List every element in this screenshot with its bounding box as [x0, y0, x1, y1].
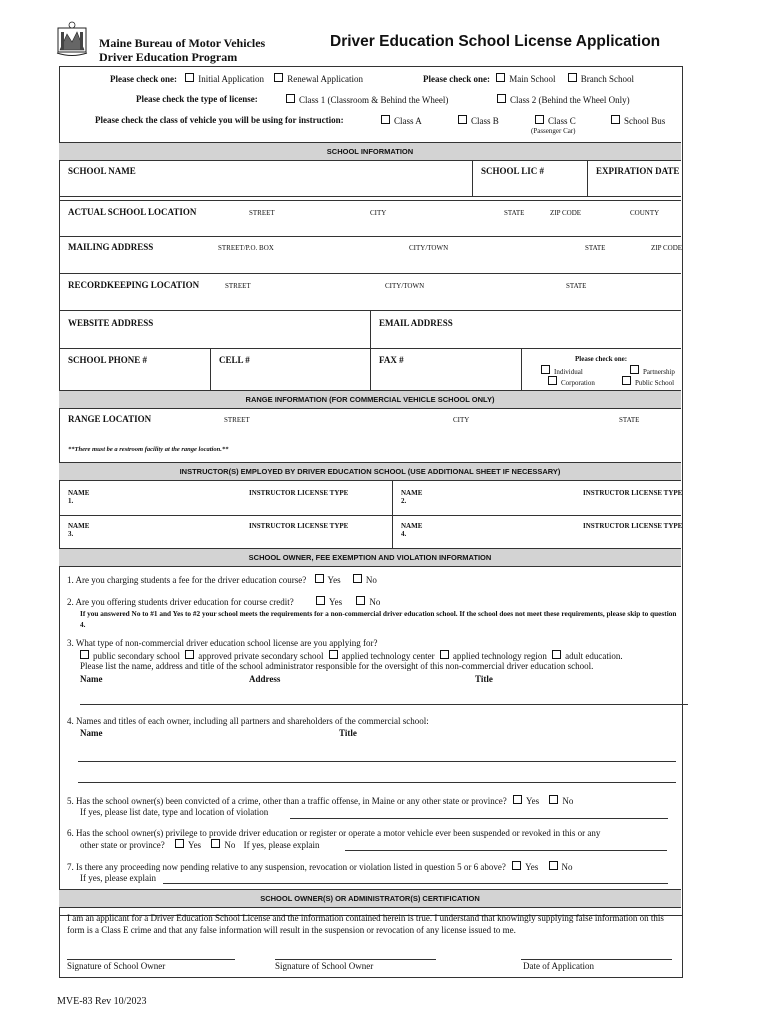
class2-checkbox[interactable]: Class 2 (Behind the Wheel Only)	[497, 94, 630, 105]
cell-field[interactable]: CELL #	[219, 355, 250, 365]
private-secondary-checkbox[interactable]: approved private secondary school	[185, 651, 323, 661]
q3-list-instruction: Please list the name, address and title of the school administrator responsible for the oversight of this non-commercial driver education school.	[80, 661, 594, 671]
entity-type-label: Please check one:	[575, 355, 628, 363]
question-3: 3. What type of non-commercial driver education school license are you applying for?	[67, 638, 378, 648]
signature-owner-2-label: Signature of School Owner	[275, 961, 374, 971]
instructor-2-number: 2.	[401, 497, 407, 505]
actual-city-label: CITY	[370, 209, 387, 217]
branch-school-checkbox[interactable]: Branch School	[568, 74, 634, 84]
actual-street-label: STREET	[249, 209, 275, 217]
school-information-band: SCHOOL INFORMATION	[59, 142, 681, 161]
instructors-band: INSTRUCTOR(S) EMPLOYED BY DRIVER EDUCATION SCHOOL (USE ADDITIONAL SHEET IF NECESSARY)	[59, 462, 681, 481]
mailing-zip-label: ZIP CODE	[651, 244, 683, 252]
range-state-label: STATE	[619, 416, 640, 424]
q1-yes-checkbox[interactable]: Yes	[315, 575, 341, 585]
actual-school-location-field[interactable]: ACTUAL SCHOOL LOCATION	[68, 207, 197, 217]
main-school-checkbox[interactable]: Main School	[496, 74, 555, 84]
range-location-field[interactable]: RANGE LOCATION	[68, 414, 152, 424]
website-address-field[interactable]: WEBSITE ADDRESS	[68, 318, 154, 328]
instructor-3-name-label: NAME	[68, 522, 90, 530]
vehicle-class-label: Please check the class of vehicle you will be using for instruction:	[95, 115, 344, 125]
q6-explain-label: If yes, please explain	[243, 840, 320, 850]
range-street-label: STREET	[224, 416, 250, 424]
adult-education-checkbox[interactable]: adult education.	[552, 651, 622, 661]
school-type-row	[423, 73, 634, 84]
question-4: 4. Names and titles of each owner, including all partners and shareholders of the commercial school:	[67, 716, 429, 726]
actual-county-label: COUNTY	[630, 209, 660, 217]
question-2: 2. Are you offering students driver education for course credit? Yes No	[67, 597, 381, 607]
restroom-note: **There must be a restroom facility at the range location.**	[68, 446, 229, 453]
signature-owner-1-label: Signature of School Owner	[67, 961, 166, 971]
q5-explain-label: If yes, please list date, type and location of violation	[80, 807, 269, 817]
instructor-4-name-label: NAME	[401, 522, 423, 530]
school-name-field[interactable]: SCHOOL NAME	[68, 166, 136, 176]
date-of-application-line[interactable]	[521, 959, 672, 960]
q2-no-checkbox[interactable]: No	[356, 597, 380, 607]
license-type-row	[136, 94, 258, 104]
expiration-date-field[interactable]: EXPIRATION DATE	[596, 166, 680, 176]
question-5: 5. Has the school owner(s) been convicted of a crime, other than a traffic offense, in Maine or any other state or province? Yes No	[67, 796, 574, 806]
actual-state-label: STATE	[504, 209, 525, 217]
q6-no-checkbox[interactable]: No	[211, 840, 235, 850]
q6-explain-line[interactable]	[345, 850, 667, 851]
question-6-line2: other state or province? Yes No If yes, please explain	[80, 840, 320, 850]
signature-owner-1-line[interactable]	[67, 959, 235, 960]
question-7: 7. Is there any proceeding now pending relative to any suspension, revocation or violation listed in question 5 or 6 above? Yes No	[67, 862, 573, 872]
renewal-application-checkbox[interactable]: Renewal Application	[274, 74, 363, 84]
q7-yes-checkbox[interactable]: Yes	[512, 862, 538, 872]
q4-answer-line-1[interactable]	[78, 761, 676, 762]
q3-answer-line[interactable]	[80, 704, 688, 705]
form-id: MVE-83 Rev 10/2023	[57, 996, 147, 1007]
certification-band: SCHOOL OWNER(S) OR ADMINISTRATOR(S) CERTIFICATION	[59, 889, 681, 908]
recordkeeping-street-label: STREET	[225, 282, 251, 290]
q3-title-col: Title	[475, 674, 493, 684]
instructor-3-number: 3.	[68, 530, 74, 538]
initial-application-checkbox[interactable]: Initial Application	[185, 74, 264, 84]
instructor-4-type-label: INSTRUCTOR LICENSE TYPE	[583, 522, 683, 530]
application-type-label: Please check one:	[110, 74, 177, 84]
q3-options	[80, 650, 623, 661]
application-type-row	[110, 73, 363, 84]
instructor-2-type-label: INSTRUCTOR LICENSE TYPE	[583, 489, 683, 497]
q3-name-col: Name	[80, 674, 103, 684]
q3-address-col: Address	[249, 674, 281, 684]
q5-no-checkbox[interactable]: No	[549, 796, 573, 806]
instructor-3-type-label: INSTRUCTOR LICENSE TYPE	[249, 522, 349, 530]
question-6: 6. Has the school owner(s) privilege to provide driver education or register or operate a motor vehicle ever been suspended or revoked in this or any	[67, 828, 601, 838]
individual-checkbox[interactable]: Individual	[541, 365, 583, 376]
owner-band: SCHOOL OWNER, FEE EXEMPTION AND VIOLATION INFORMATION	[59, 548, 681, 567]
q1-no-checkbox[interactable]: No	[353, 575, 377, 585]
fax-field[interactable]: FAX #	[379, 355, 404, 365]
date-of-application-label: Date of Application	[523, 961, 594, 971]
mailing-street-label: STREET/P.O. BOX	[218, 244, 274, 252]
class-c-checkbox[interactable]: Class C	[535, 115, 576, 126]
school-lic-field[interactable]: SCHOOL LIC #	[481, 166, 545, 176]
class-c-note: (Passenger Car)	[531, 127, 576, 135]
instructor-1-number: 1.	[68, 497, 74, 505]
school-type-label: Please check one:	[423, 74, 490, 84]
class1-checkbox[interactable]: Class 1 (Classroom & Behind the Wheel)	[286, 94, 448, 105]
q7-explain-label: If yes, please explain	[80, 873, 156, 883]
q4-answer-line-2[interactable]	[78, 782, 676, 783]
mailing-state-label: STATE	[585, 244, 606, 252]
q5-explain-line[interactable]	[290, 818, 668, 819]
public-school-checkbox[interactable]: Public School	[622, 376, 674, 387]
agency-name: Maine Bureau of Motor Vehicles	[99, 36, 266, 50]
range-information-band: RANGE INFORMATION (FOR COMMERCIAL VEHICLE SCHOOL ONLY)	[59, 390, 681, 409]
program-name: Driver Education Program	[99, 50, 238, 64]
certification-text: I am an applicant for a Driver Education School License and the information contained herein is true. I understand that knowingly supplying false information on this form is a Class E crime and that any false information will result in the suspension or revocation of any license issued to me.	[67, 913, 664, 935]
class-b-checkbox[interactable]: Class B	[458, 115, 499, 126]
mailing-city-label: CITY/TOWN	[409, 244, 449, 252]
q7-explain-line[interactable]	[163, 883, 668, 884]
recordkeeping-city-label: CITY/TOWN	[385, 282, 425, 290]
q4-title-col: Title	[339, 728, 357, 738]
school-phone-field[interactable]: SCHOOL PHONE #	[68, 355, 148, 365]
maine-seal-logo	[55, 20, 89, 58]
instructor-1-name-label: NAME	[68, 489, 90, 497]
applied-tech-center-checkbox[interactable]: applied technology center	[329, 651, 435, 661]
q4-name-col: Name	[80, 728, 103, 738]
question-1: 1. Are you charging students a fee for the driver education course? Yes No	[67, 575, 377, 585]
applied-tech-region-checkbox[interactable]: applied technology region	[440, 651, 547, 661]
recordkeeping-location-field[interactable]: RECORDKEEPING LOCATION	[68, 280, 200, 290]
instructor-4-number: 4.	[401, 530, 407, 538]
page-title: Driver Education School License Application	[330, 33, 661, 50]
actual-zip-label: ZIP CODE	[550, 209, 582, 217]
class-a-checkbox[interactable]: Class A	[381, 115, 422, 126]
email-address-field[interactable]: EMAIL ADDRESS	[379, 318, 453, 328]
instructor-1-type-label: INSTRUCTOR LICENSE TYPE	[249, 489, 349, 497]
recordkeeping-state-label: STATE	[566, 282, 587, 290]
instructor-2-name-label: NAME	[401, 489, 423, 497]
range-city-label: CITY	[453, 416, 470, 424]
signature-owner-2-line[interactable]	[275, 959, 436, 960]
license-type-label: Please check the type of license:	[136, 94, 258, 104]
q6-yes-checkbox[interactable]: Yes	[175, 840, 201, 850]
q7-no-checkbox[interactable]: No	[549, 862, 573, 872]
q5-yes-checkbox[interactable]: Yes	[513, 796, 539, 806]
q2-yes-checkbox[interactable]: Yes	[316, 597, 342, 607]
partnership-checkbox[interactable]: Partnership	[630, 365, 675, 376]
public-secondary-checkbox[interactable]: public secondary school	[80, 651, 180, 661]
school-bus-checkbox[interactable]: School Bus	[611, 115, 665, 126]
mailing-address-field[interactable]: MAILING ADDRESS	[68, 242, 154, 252]
q2-note: If you answered No to #1 and Yes to #2 your school meets the requirements for a non-commercial driver education school. If the school does not meet these requirements, please skip to question 4.	[80, 609, 677, 629]
corporation-checkbox[interactable]: Corporation	[548, 376, 595, 387]
